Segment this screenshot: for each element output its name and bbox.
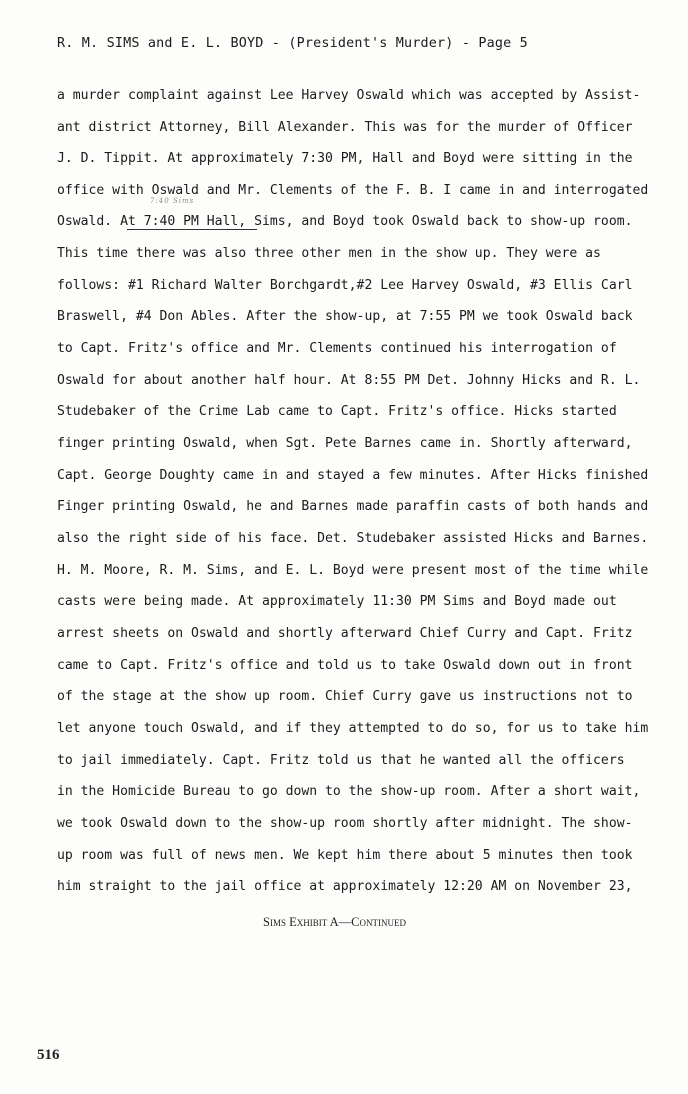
text-line: ant district Attorney, Bill Alexander. This was for the murder of Officer bbox=[57, 120, 633, 135]
text-line: up room was full of news men. We kept him there about 5 minutes then took bbox=[57, 848, 633, 863]
text-line: H. M. Moore, R. M. Sims, and E. L. Boyd were present most of the time while bbox=[57, 563, 649, 578]
text-line: Oswald for about another half hour. At 8:55 PM Det. Johnny Hicks and R. L. bbox=[57, 373, 641, 388]
text-line: let anyone touch Oswald, and if they attempted to do so, for us to take him bbox=[57, 721, 649, 736]
text-line: casts were being made. At approximately 11:30 PM Sims and Boyd made out bbox=[57, 594, 617, 609]
page-number: 516 bbox=[37, 1047, 60, 1063]
text-line: in the Homicide Bureau to go down to the show-up room. After a short wait, bbox=[57, 784, 641, 799]
exhibit-caption: Sims Exhibit A—Continued bbox=[263, 915, 407, 929]
handwritten-annotation: 7:40 Sims bbox=[150, 197, 195, 205]
text-line: to jail immediately. Capt. Fritz told us that he wanted all the officers bbox=[57, 753, 625, 768]
text-line: also the right side of his face. Det. Studebaker assisted Hicks and Barnes. bbox=[57, 531, 649, 546]
text-line: Oswald. At 7:40 PM Hall, Sims, and Boyd took Oswald back to show-up room. bbox=[57, 214, 633, 229]
text-line: Studebaker of the Crime Lab came to Capt. Fritz's office. Hicks started bbox=[57, 404, 617, 419]
text-line: arrest sheets on Oswald and shortly afterward Chief Curry and Capt. Fritz bbox=[57, 626, 633, 641]
text-line: follows: #1 Richard Walter Borchgardt,#2 Lee Harvey Oswald, #3 Ellis Carl bbox=[57, 278, 633, 293]
text-line: to Capt. Fritz's office and Mr. Clements continued his interrogation of bbox=[57, 341, 617, 356]
text-line: J. D. Tippit. At approximately 7:30 PM, Hall and Boyd were sitting in the bbox=[57, 151, 633, 166]
text-line: him straight to the jail office at approximately 12:20 AM on November 23, bbox=[57, 879, 633, 894]
text-line: office with Oswald and Mr. Clements of the F. B. I came in and interrogated bbox=[57, 183, 649, 198]
text-line: we took Oswald down to the show-up room shortly after midnight. The show- bbox=[57, 816, 633, 831]
text-line: Braswell, #4 Don Ables. After the show-up, at 7:55 PM we took Oswald back bbox=[57, 309, 633, 324]
text-line: This time there was also three other men in the show up. They were as bbox=[57, 246, 601, 261]
page-header: R. M. SIMS and E. L. BOYD - (President's Murder) - Page 5 bbox=[57, 36, 528, 51]
text-line: Finger printing Oswald, he and Barnes made paraffin casts of both hands and bbox=[57, 499, 649, 514]
text-line: a murder complaint against Lee Harvey Oswald which was accepted by Assist- bbox=[57, 88, 641, 103]
text-line: came to Capt. Fritz's office and told us to take Oswald down out in front bbox=[57, 658, 633, 673]
text-line: finger printing Oswald, when Sgt. Pete Barnes came in. Shortly afterward, bbox=[57, 436, 633, 451]
text-line: Capt. George Doughty came in and stayed a few minutes. After Hicks finished bbox=[57, 468, 649, 483]
text-line: of the stage at the show up room. Chief Curry gave us instructions not to bbox=[57, 689, 633, 704]
